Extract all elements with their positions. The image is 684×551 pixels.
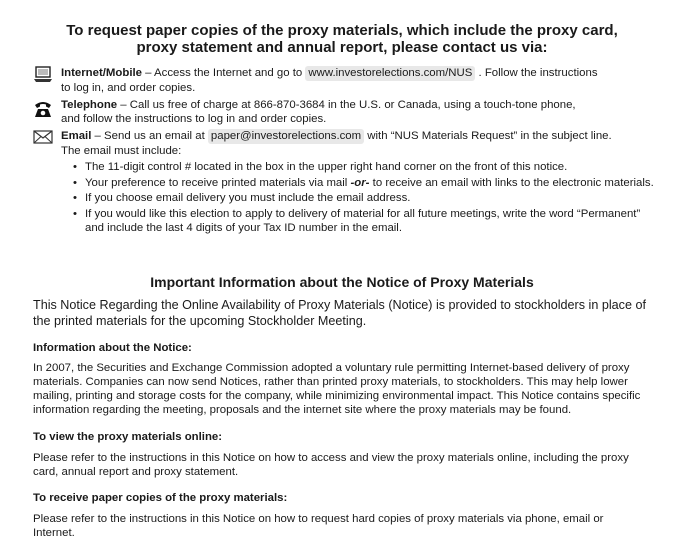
request-heading [0, 22, 684, 56]
internet-text: – Access the Internet and go to [142, 67, 306, 79]
email-text: – Send us an email at [91, 130, 208, 142]
info-notice-paragraph: In 2007, the Securities and Exchange Commission adopted a voluntary rule permitting Internet-based delivery of proxy materials. Companies can now send Notices, rather than printed proxy materials, to stockholders. This may help lower mailing, printing and storage costs for the company, while minimizing environmental impact. This Notice contains specific information regarding the meeting, proposals and the internet site where the proxy materials may be found. [33, 362, 641, 416]
paper-copies-paragraph: Please refer to the instructions in this Notice on how to request hard copies of proxy materials via phone, email or Internet. [33, 513, 604, 539]
paper-copies-heading: To receive paper copies of the proxy materials: [33, 492, 288, 504]
view-online-paragraph: Please refer to the instructions in this Notice on how to access and view the proxy materials online, including the proxy card, annual report and proxy statement. [33, 452, 629, 478]
internet-line2: to log in, and order copies. [61, 82, 196, 94]
telephone-icon [33, 100, 55, 118]
list-item: • If you would like this election to apply to delivery of material for all future meetings, write the word “Permanent” and include the last 4 digits of your Tax ID number in the email. [73, 207, 673, 235]
internet-text-after: . Follow the instructions [475, 67, 598, 79]
email-must-include: The email must include: [61, 145, 182, 157]
telephone-line2: and follow the instructions to log in and order copies. [61, 113, 327, 125]
list-item: • Your preference to receive printed materials via mail -or- to receive an email with links to the electronic materials. [73, 176, 673, 190]
envelope-icon [33, 130, 55, 148]
important-intro: This Notice Regarding the Online Availability of Proxy Materials (Notice) is provided to stockholders in place of the printed materials for the upcoming Stockholder Meeting. [33, 298, 646, 328]
email-requirements-list [61, 160, 673, 235]
list-item: • The 11-digit control # located in the box in the upper right hand corner on the front of this notice. [73, 160, 673, 174]
telephone-text: – Call us free of charge at 866-870-3684 in the U.S. or Canada, using a touch-tone phone, [117, 99, 576, 111]
important-info-heading: Important Information about the Notice of Proxy Materials [150, 274, 534, 290]
internet-url-link[interactable]: www.investorelections.com/NUS [305, 66, 475, 81]
email-label: Email [61, 130, 92, 142]
info-notice-heading: Information about the Notice: [33, 342, 192, 354]
email-address-link[interactable]: paper@investorelections.com [208, 129, 364, 144]
email-text-after: with “NUS Materials Request” in the subject line. [364, 130, 612, 142]
internet-label: Internet/Mobile [61, 67, 143, 79]
request-heading-line1: To request paper copies of the proxy materials, which include the proxy card, [66, 22, 618, 39]
list-item: • If you choose email delivery you must include the email address. [73, 191, 673, 205]
request-heading-line2: proxy statement and annual report, please contact us via: [136, 39, 548, 56]
telephone-label: Telephone [61, 99, 118, 111]
view-online-heading: To view the proxy materials online: [33, 431, 223, 443]
computer-icon [33, 66, 55, 84]
